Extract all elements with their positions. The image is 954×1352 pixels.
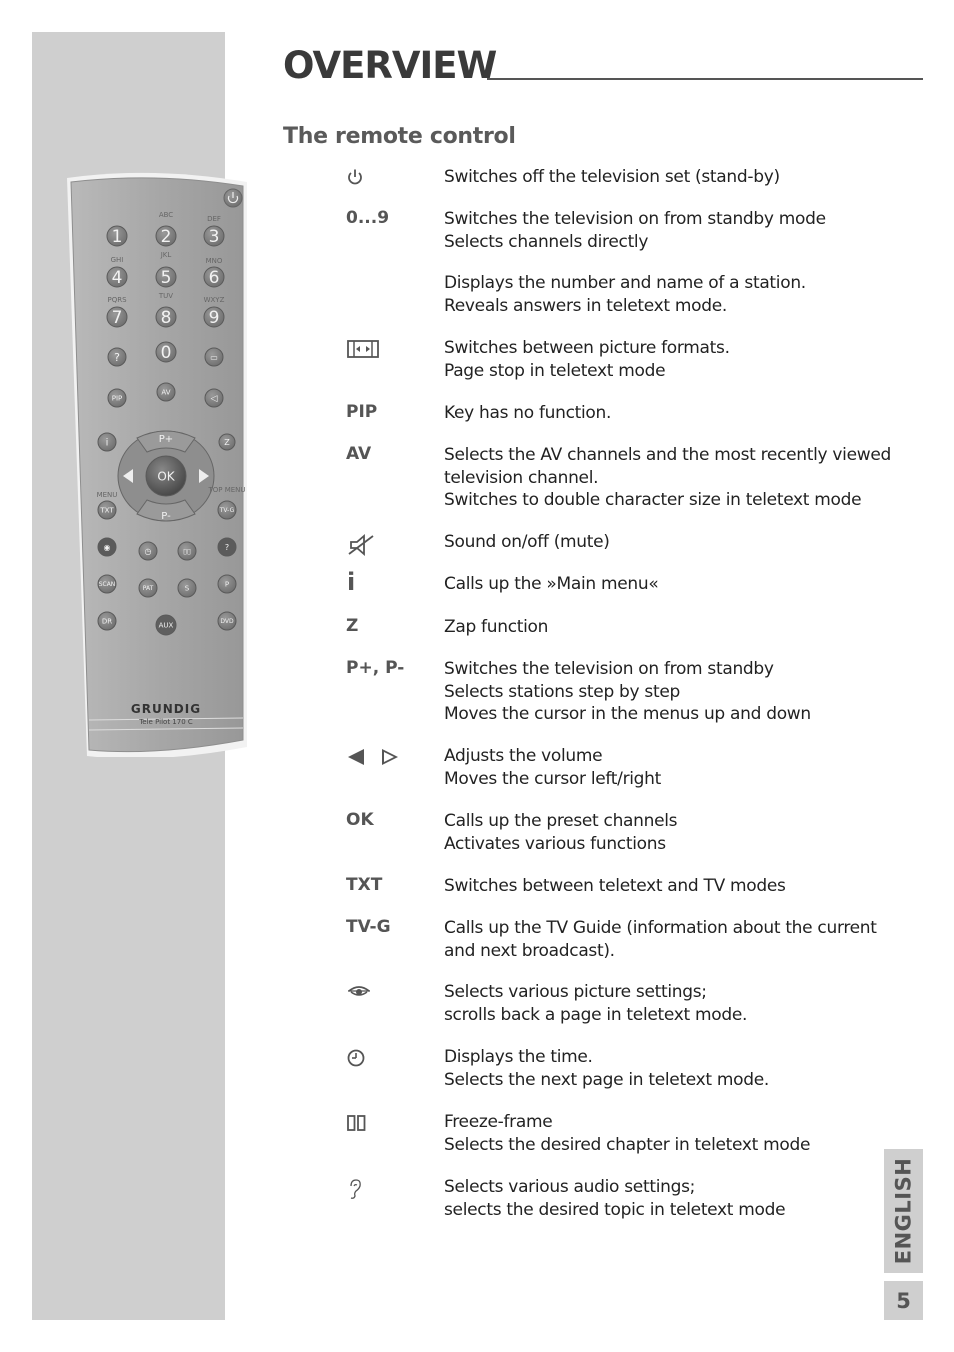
svg-text:6: 6: [208, 268, 220, 289]
keypad-letters: DEF: [207, 215, 221, 223]
keypad-letters: MNO: [205, 257, 223, 265]
key-description: [444, 1111, 874, 1156]
svg-text:TV-G: TV-G: [219, 507, 235, 515]
ear-icon: [346, 1178, 436, 1200]
freeze-frame-icon: [346, 1113, 436, 1133]
zap-key: [219, 434, 235, 450]
aux-key: [156, 615, 176, 635]
key-description: [444, 444, 891, 512]
svg-text:2: 2: [160, 227, 172, 248]
description-line: Moves the cursor in the menus up and down: [444, 704, 811, 725]
svg-text:1: 1: [111, 227, 123, 248]
power-icon: [346, 168, 436, 186]
description-line: television channel.: [444, 467, 599, 488]
description-line: Switches between picture formats.: [444, 338, 730, 358]
description-line: Displays the number and name of a station.: [444, 273, 806, 294]
page-number: 5: [884, 1281, 923, 1320]
pip-key: [108, 389, 126, 407]
key-description: [444, 531, 874, 554]
svg-text:DVD: DVD: [220, 618, 234, 626]
description-line: Selects the desired chapter in teletext mode: [444, 1134, 811, 1155]
keypad-letters: GHI: [110, 256, 124, 264]
description-line: Calls up the »Main menu«: [444, 574, 659, 594]
description-line: Moves the cursor left/right: [444, 768, 662, 789]
description-line: Selects various audio settings;: [444, 1177, 696, 1197]
eye-icon: [346, 983, 436, 1001]
key-description: [444, 875, 874, 898]
svg-text:0: 0: [160, 343, 172, 364]
description-line: Reveals answers in teletext mode.: [444, 296, 727, 317]
key-label: OK: [346, 810, 374, 830]
p-minus-key: P-: [161, 511, 171, 522]
svg-text:AV: AV: [161, 388, 171, 397]
svg-text:SCAN: SCAN: [98, 581, 116, 589]
svg-text:OK: OK: [157, 469, 175, 484]
key-description: [444, 658, 874, 726]
description-line: Switches between teletext and TV modes: [444, 876, 786, 896]
help-key: [108, 348, 126, 366]
p-plus-key: P+: [158, 434, 174, 445]
title-rule: [487, 78, 923, 80]
key-label: i: [347, 568, 356, 596]
key-label: 0...9: [346, 208, 390, 228]
description-line: Selects the next page in teletext mode.: [444, 1069, 770, 1090]
p-key: [218, 575, 236, 593]
svg-text:P: P: [224, 580, 230, 589]
description-line: Calls up the TV Guide (information about the current: [444, 918, 877, 938]
key-label: PIP: [346, 402, 378, 422]
svg-text:▯▯: ▯▯: [183, 547, 191, 556]
description-line: selects the desired topic in teletext mode: [444, 1199, 786, 1220]
key-label: P+, P-: [346, 658, 405, 678]
svg-text:3: 3: [208, 227, 220, 248]
svg-text:◉: ◉: [103, 542, 111, 552]
page-title: OVERVIEW: [283, 44, 497, 87]
svg-text:AUX: AUX: [158, 621, 174, 630]
language-tab: [884, 1149, 923, 1273]
description-line: Adjusts the volume: [444, 746, 603, 766]
svg-text:?: ?: [224, 542, 230, 552]
av-key: [157, 383, 175, 401]
description-line: Key has no function.: [444, 403, 612, 423]
description-line: scrolls back a page in teletext mode.: [444, 1004, 748, 1025]
key-description: [444, 917, 877, 962]
key-label: TXT: [346, 875, 383, 895]
dr-key: [98, 612, 116, 630]
svg-text:TXT: TXT: [100, 506, 114, 515]
keypad-letters: ABC: [158, 211, 174, 219]
key-description: [444, 402, 874, 425]
description-line: Freeze-frame: [444, 1112, 553, 1132]
svg-text:7: 7: [111, 308, 123, 329]
description-line: Selects various picture settings;: [444, 982, 707, 1002]
key-description: [444, 616, 874, 639]
svg-text:▭: ▭: [210, 352, 218, 362]
s-key: [178, 579, 196, 597]
remote-model-label: Tele Pilot 170 C: [139, 718, 193, 726]
description-line: Page stop in teletext mode: [444, 360, 666, 381]
mute-key: [205, 389, 223, 407]
pat-key: [139, 579, 157, 597]
key-label: AV: [346, 444, 372, 464]
svg-text:9: 9: [208, 308, 220, 329]
description-line: Zap function: [444, 617, 549, 637]
key-description: [444, 166, 874, 189]
freeze-key: [178, 542, 196, 560]
txt-key: [98, 501, 116, 519]
tvg-key: [218, 501, 236, 519]
keypad-letters: PQRS: [107, 296, 127, 304]
description-line: Switches the television on from standby: [444, 659, 774, 679]
dvd-key: [218, 612, 236, 630]
svg-text:◁: ◁: [210, 394, 218, 405]
picture-format-key: [205, 348, 223, 366]
svg-text:4: 4: [111, 268, 123, 289]
remote-control-image: [63, 172, 251, 757]
ok-key: [146, 456, 186, 496]
remote-brand-logo: GRUNDIG: [130, 702, 202, 716]
svg-text:S: S: [184, 584, 190, 593]
description-line: Calls up the preset channels: [444, 811, 678, 831]
svg-text:5: 5: [160, 268, 172, 289]
keypad-letters: JKL: [160, 251, 172, 259]
key-description: [444, 337, 874, 382]
top-menu-label: TOP MENU: [208, 486, 246, 494]
picture-format-icon: [346, 339, 436, 359]
key-label: TV-G: [346, 917, 391, 937]
key-description: [444, 745, 874, 790]
menu-label: MENU: [96, 491, 118, 499]
audio-key: [218, 538, 236, 556]
key-label: Z: [346, 616, 359, 636]
description-line: Selects channels directly: [444, 231, 649, 252]
svg-text:?: ?: [114, 350, 120, 364]
svg-text:PAT: PAT: [142, 585, 154, 593]
language-label: ENGLISH: [891, 1157, 916, 1265]
key-description: [444, 573, 874, 596]
description-line: Selects the AV channels and the most recently viewed: [444, 445, 891, 465]
svg-text:i: i: [105, 437, 109, 449]
clock-key: [139, 542, 157, 560]
description-line: Displays the time.: [444, 1047, 593, 1067]
svg-text:Z: Z: [224, 437, 230, 447]
key-description: [444, 810, 874, 855]
key-description: [444, 1046, 874, 1091]
keypad-letters: WXYZ: [203, 296, 225, 304]
key-description: [444, 208, 874, 318]
info-key: [98, 433, 116, 451]
picture-settings-key: [98, 538, 116, 556]
volume-arrows-icon: [346, 747, 436, 767]
svg-text:8: 8: [160, 308, 172, 329]
svg-text:DR: DR: [101, 617, 113, 626]
svg-text:◷: ◷: [144, 546, 152, 556]
mute-icon: [346, 533, 436, 557]
key-description: [444, 1176, 874, 1221]
description-line: Switches the television on from standby mode: [444, 209, 826, 229]
svg-text:PIP: PIP: [111, 394, 123, 403]
description-line: Activates various functions: [444, 833, 666, 854]
key-description: [444, 981, 874, 1026]
remote-power-button: [224, 189, 242, 207]
section-heading: The remote control: [283, 124, 516, 149]
description-line: and next broadcast).: [444, 940, 615, 961]
clock-icon: [346, 1048, 436, 1068]
description-line: Switches to double character size in teletext mode: [444, 490, 862, 511]
description-line: Selects stations step by step: [444, 681, 680, 702]
scan-key: [98, 575, 116, 593]
description-line: Sound on/off (mute): [444, 532, 610, 552]
keypad-letters: TUV: [158, 292, 174, 300]
description-line: Switches off the television set (stand-by): [444, 167, 780, 187]
